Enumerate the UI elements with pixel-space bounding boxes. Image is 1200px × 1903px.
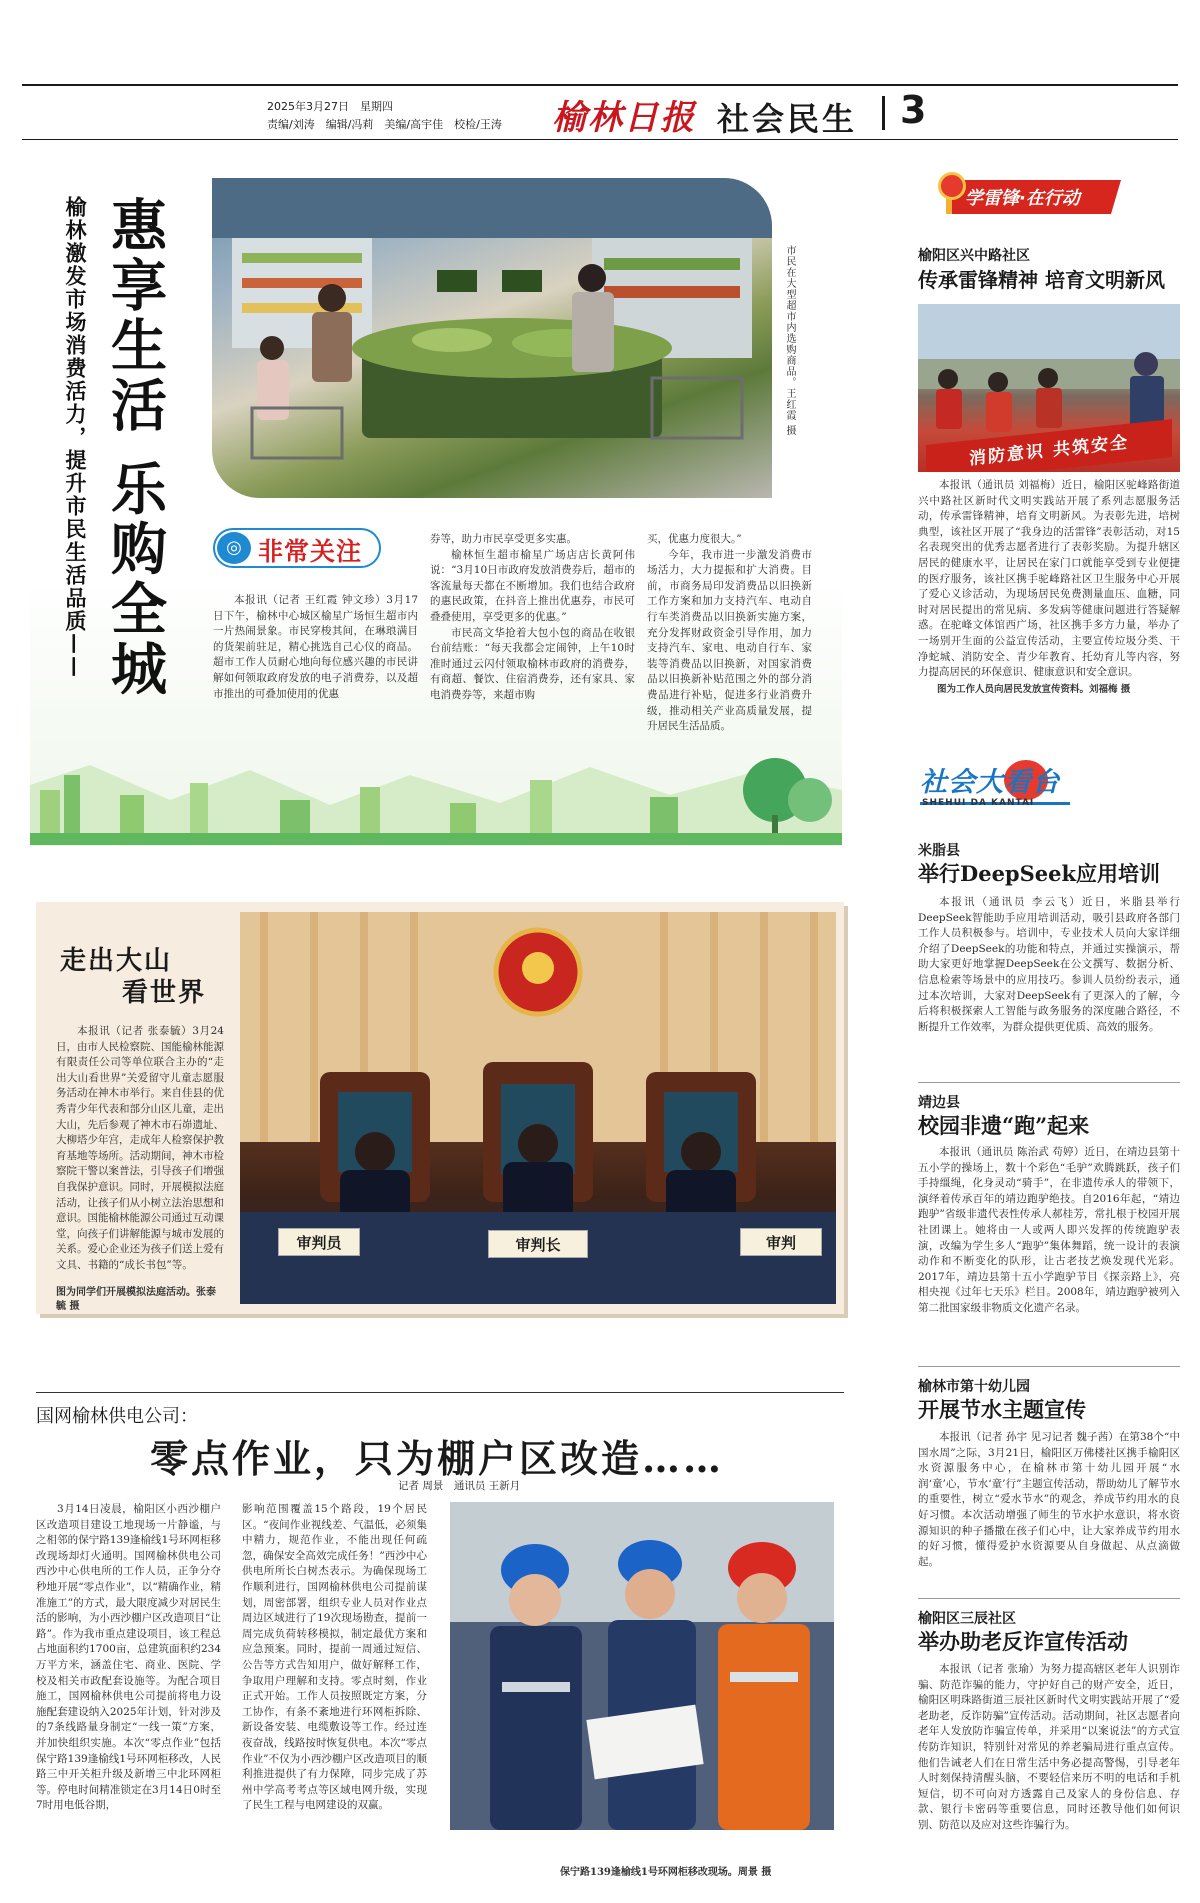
feature-paragraph: 榆林恒生超市榆星广场店店长黄阿伟说：“3月10日市政府发放消费券后，超市的客流量每天都在不断增加。我们也结合政府的惠民政策，在抖音上推出优惠券，市民可叠叠使用，享受更多的优惠。” (430, 548, 635, 623)
supermarket-illustration (212, 178, 772, 498)
mizhi-body (918, 895, 1180, 1035)
feature-column-1 (213, 593, 418, 702)
power-paragraph: 3月14日凌晨，榆阳区小西沙棚户区改造项目建设工地现场一片静谧，与之相邻的保宁路139逢榆线1号环网柜移改现场却灯火通明。国网榆林供电公司西沙中心供电所的工作人员，正争分夺秒地开展“零点作业”，以“精确作业，精准施工”的方式，最大限度减少对居民生活的影响，为小西沙棚户区改造项目“让路”。作为我市重点建设项目，该工程总占地面积约1700亩，总建筑面积约234万平方米，涵盖住宅、商业、医院、学校及相关市政配套设施等。为配合项目施工，国网榆林供电公司提前将电力设施配套建设纳入2025年计划，针对涉及的7条线路量身制定“一线一策”方案，并加快组织实施。本次“零点作业”包括保宁路139逢榆线1号环网柜移改，人民路三中开关柜升级及新增三中北环网柜等。停电时间精准锁定在3月14日0时至7时用电低谷期， (36, 1503, 221, 1812)
issue-date: 2025年3月27日 星期四 (267, 100, 393, 113)
court-headline-line1: 走出大山 (60, 946, 173, 976)
jingbian-body (918, 1145, 1180, 1317)
feature-column-2 (430, 532, 635, 704)
city-skyline-decoration (30, 745, 842, 845)
page-number: 3 (900, 88, 927, 132)
jingbian-paragraph: 本报讯（通讯员 陈治武 苟婷）近日，在靖边县第十五小学的操场上，数十个彩色“毛驴”欢腾跳跃，孩子们手持缰绳，化身灵动“骑手”，在非遗传承人的带领下，演绎着传承百年的靖边跑驴绝技。自2016年起，“靖边跑驴”省级非遗代表性传承人郝桂芳，常扎根于校园开展社团课上。她将由一人或两人即兴发挥的传统跑驴表演，改编为学生多人“跑驴”集体舞蹈，统一设计的表演动作和不断变化的队形，让古老技艺焕发现代光彩。2017年，靖边县第十五小学跑驴节目《探亲路上》，亮相央视《过年七天乐》栏目。2008年，靖边跑驴被列入第二批国家级非物质文化遗产名录。 (918, 1146, 1180, 1314)
feature-paragraph: 市民高文华抢着大包小包的商品在收银台前结账：“每天我都会定闹钟，上午10时准时通过云闪付领取榆林市政府的消费券，有商超、餐饮、住宿消费券，还有家具、家电消费券等，来超市购 (430, 626, 635, 701)
kindergarten-body (918, 1430, 1180, 1570)
power-workers-photo (450, 1502, 834, 1830)
feature-column-3 (647, 532, 812, 735)
mock-court-photo (240, 912, 836, 1304)
nameplate-judge-right: 审判 (740, 1228, 822, 1256)
nameplate-presiding-judge: 审判长 (488, 1230, 588, 1258)
supermarket-photo-caption: 市民在大型超市内选购商品。王红霞 摄 (784, 245, 795, 437)
masthead-divider (882, 96, 885, 130)
court-photo-caption: 图为同学们开展模拟法庭活动。张泰毓 摄 (56, 1287, 216, 1312)
power-paragraph: 影响范围覆盖15个路段，19个居民区。“夜间作业视线差、气温低，必须集中精力，规范作业，不能出现任何疏忽，确保安全高效完成任务！”西沙中心供电所所长白树杰表示。为确保现场工作顺利进行，国网榆林供电公司提前谋划，周密部署，组织专业人员对作业点周边区域进行了19次现场勘查，提前一周完成负荷转移模拟，制定最优方案和应急预案。同时，提前一周通过短信、公告等方式告知用户，做好解释工作，争取用户理解和支持。零点时刻，作业正式开始。工作人员按照既定方案，分工协作，有条不紊地进行环网柜拆除、新设备安装、电缆敷设等工作。经过连夜奋战，线路按时恢复供电。本次“零点作业”不仅为小西沙棚户区改造项目的顺利推进提供了有力保障，同步完成了苏州中学高考考点等区域电网升级，实现了民生工程与电网建设的双赢。 (242, 1503, 427, 1812)
leifeng-body (918, 478, 1180, 696)
volunteer-photo (918, 304, 1180, 472)
kindergarten-headline: 开展节水主题宣传 (918, 1397, 1086, 1422)
kindergarten-paragraph: 本报讯（记者 孙宇 见习记者 魏子茜）在第38个“中国水周”之际，3月21日，榆阳区万佛楼社区携手榆阳区水资源服务中心，在榆林市第十幼儿园开展“水润‘童’心，节水‘童’行”主题宣传活动，帮助幼儿了解节水的重要性，树立“爱水节水”的观念，养成节约用水的良好习惯。本次活动增强了师生的节水护水意识，将水资源知识的种子播撒在孩子们心中，让大家养成节约用水的好习惯，懂得爱护水资源要从自身做起、从点滴做起。 (918, 1431, 1180, 1568)
mizhi-paragraph: 本报讯（通讯员 李云飞）近日，米脂县举行DeepSeek智能助手应用培训活动，吸引县政府各部门工作人员积极参与。培训中，专业技术人员向大家详细介绍了DeepSeek的功能和特点，并通过实操演示，帮助大家更好地掌握DeepSeek在公文撰写、数据分析、信息检索等场景中的应用技巧。参训人员纷纷表示，通过本次培训，大家对DeepSeek有了更深入的了解，今后将积极探索人工智能与政务服务的深度融合路径，不断提升工作效率，为群众提供更优质、高效的服务。 (918, 896, 1180, 1033)
leifeng-badge-label: 学雷锋·在行动 (965, 188, 1080, 209)
mizhi-headline: 举行DeepSeek应用培训 (918, 861, 1161, 886)
jingbian-headline: 校园非遗“跑”起来 (918, 1113, 1090, 1138)
sanchen-kicker: 榆阳区三辰社区 (918, 1611, 1016, 1627)
section-divider (36, 1392, 844, 1393)
jingbian-kicker: 靖边县 (918, 1095, 960, 1111)
column-badge-label: 非常关注 (258, 537, 363, 566)
sanchen-headline: 举办助老反诈宣传活动 (918, 1629, 1128, 1654)
kantai-badge-label: 社会大看台 (920, 767, 1060, 798)
kantai-badge-pinyin: SHEHUI DA KANTAI (922, 798, 1035, 808)
star-emblem-icon (938, 172, 966, 200)
power-byline: 记者 周景 通讯员 王新月 (398, 1480, 521, 1492)
court-headline-line2: 看世界 (122, 978, 207, 1008)
feature-paragraph: 今年，我市进一步激发消费市场活力，大力提振和扩大消费。目前，市商务局印发消费品以旧换新工作方案和加力支持汽车、电动自行车类消费品以旧换新实施方案，充分发挥财政资金引导作用，加力支持汽车、家电、电动自行车、家装等消费品以旧换新，对国家消费品以旧换新补贴范围之外的部分消费品进行补贴，促进多行业消费升级，推动相关产业高质量发展，提升居民生活品质。 (647, 548, 812, 733)
court-body (56, 1024, 224, 1274)
leifeng-headline: 传承雷锋精神 培育文明新风 (918, 268, 1165, 292)
section-divider (918, 1598, 1180, 1599)
mizhi-kicker: 米脂县 (918, 843, 960, 859)
leifeng-paragraph: 本报讯（通讯员 刘福梅）近日，榆阳区驼峰路街道兴中路社区新时代文明实践站开展了系列志愿服务活动，传承雷锋精神，培育文明新风。为表彰先进，培树典型，该社区开展了“我身边的活雷锋”表彰活动，对15名表现突出的优秀志愿者进行了表彰奖励。为提升辖区居民的健康水平，让居民在家门口就能享受到专业便捷的医疗服务，该社区携手驼峰路社区卫生服务中心开展了爱心义诊活动，为现场居民免费测量血压、血糖，同时对居民提出的常见病、多发病等健康问题进行答疑解惑。在驼峰文体馆西广场，社区携手多方力量，举办了一场别开生面的公益宣传活动，主要宣传垃圾分类、干净蛇城、消防安全、青少年教育、托幼育儿等内容，努力提高居民的环保意识、健康意识和安全意识。 (918, 479, 1180, 679)
nameplate-judge: 审判员 (278, 1228, 360, 1256)
power-headline: 零点作业，只为棚户区改造…… (150, 1436, 725, 1481)
feature-paragraph: 券等，助力市民享受更多实惠。 (430, 533, 577, 545)
kindergarten-kicker: 榆林市第十幼儿园 (918, 1379, 1030, 1395)
newspaper-logo: 榆林日报 (552, 98, 696, 138)
power-kicker: 国网榆林供电公司： (36, 1406, 198, 1427)
fire-safety-banner: 消防意识 共筑安全 (926, 419, 1172, 472)
magnifier-icon: ◎ (217, 532, 251, 564)
court-paragraph: 本报讯（记者 张泰毓）3月24日，由市人民检察院、国能榆林能源有限责任公司等单位联合主办的“走出大山看世界”关爱留守儿童志愿服务活动在神木市举行。来自佳县的优秀青少年代表和部分山区儿童，走出大山，先后参观了神木市石峁遗址、大柳塔少年宫，走成年人检察保护教育基地等场所。活动期间，神木市检察院干警以案普法，引导孩子们增强自我保护意识。同时，开展模拟法庭活动，让孩子们从小树立法治思想和意识。国能榆林能源公司通过互动课堂，向孩子们讲解能源与城市发展的关系。爱心企业还为孩子们送上爱有文具、书籍的“成长书包”等。 (56, 1025, 224, 1271)
section-title: 社会民生 (717, 100, 858, 138)
editor-credits: 责编/刘涛 编辑/冯莉 美编/高宇佳 校检/王涛 (267, 118, 502, 131)
power-photo-caption: 保宁路139逢榆线1号环网柜移改现场。周景 摄 (560, 1867, 772, 1878)
section-divider (918, 1366, 1180, 1367)
power-workers-illustration (450, 1502, 834, 1830)
feature-subtitle: 榆林激发市场消费活力，提升市民生活品质—— (63, 196, 88, 679)
feature-paragraph: 本报讯（记者 王红霞 钟文珍）3月17日下午，榆林中心城区榆星广场恒生超市内一片热闹景象。市民穿梭其间，在琳琅满目的货架前驻足，精心挑选自己心仪的商品。超市工作人员耐心地向每位感兴趣的市民讲解如何领取政府发放的电子消费券，以及超市推出的可叠加使用的优惠 (213, 594, 418, 700)
leifeng-kicker: 榆阳区兴中路社区 (918, 248, 1030, 264)
leifeng-photo-caption: 图为工作人员向居民发放宣传资料。刘福梅 摄 (937, 683, 1131, 695)
masthead (22, 84, 1178, 140)
power-column-2 (242, 1502, 427, 1814)
supermarket-photo (212, 178, 772, 498)
feature-headline: 惠享生活 乐购全城 (102, 196, 168, 700)
section-divider (918, 1082, 1180, 1083)
sanchen-paragraph: 本报讯（记者 张瑜）为努力提高辖区老年人识别诈骗、防范诈骗的能力，守护好自己的财产安全，近日，榆阳区明珠路街道三辰社区新时代文明实践站开展了“爱老助老，反诈防骗”宣传活动。活动期间，社区志愿者向老年人发放防诈骗宣传单，并采用“以案说法”的方式宣传防诈知识，特别针对常见的养老骗局进行重点宣传。他们告诫老人们在日常生活中务必提高警惕，引导老年人时刻保持清醒头脑，不要轻信来历不明的电话和手机短信，切不可向对方透露自己及家人的身份信息、存款、银行卡密码等重要信息，同时还教导他们如何识别、防范以及应对这些诈骗行为。 (918, 1663, 1180, 1831)
feature-paragraph: 买，优惠力度很大。” (647, 533, 742, 545)
sanchen-body (918, 1662, 1180, 1834)
power-column-1 (36, 1502, 221, 1814)
